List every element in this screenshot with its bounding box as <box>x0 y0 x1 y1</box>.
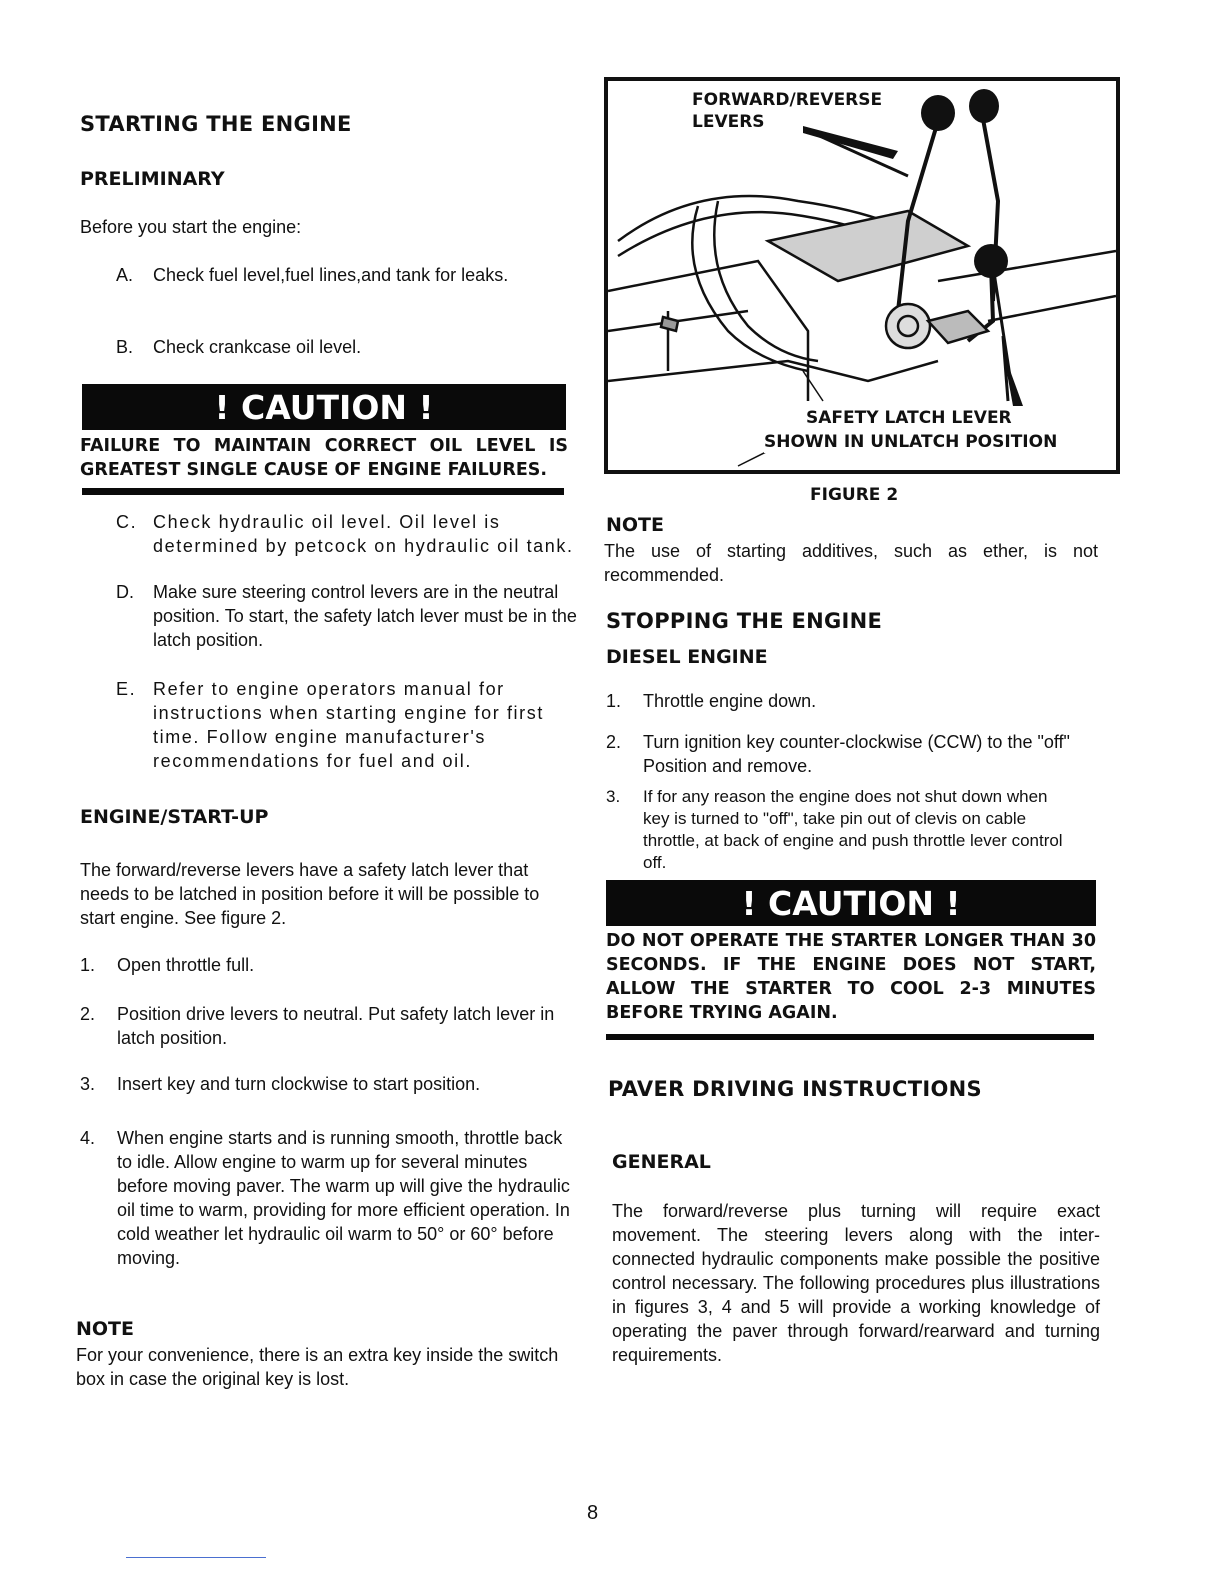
step-label: 1. <box>606 691 622 711</box>
list-label: E. <box>116 679 137 699</box>
heading-engine-startup: ENGINE/START-UP <box>80 806 269 828</box>
list-item-a <box>116 263 576 287</box>
step-1 <box>80 953 570 977</box>
list-text: Check hydraulic oil level. Oil level is determined by petcock on hydraulic oil tank. <box>153 512 574 556</box>
heading-note-left: NOTE <box>76 1318 134 1340</box>
note-text-left: For your convenience, there is an extra key inside the switch box in case the original key is lost. <box>76 1345 559 1389</box>
step-text: Turn ignition key counter-clockwise (CCW) to the "off" Position and remove. <box>643 732 1070 776</box>
caution-label: ! CAUTION ! <box>214 388 434 427</box>
list-item-c <box>116 510 578 558</box>
footer-line <box>126 1557 266 1558</box>
heading-preliminary: PRELIMINARY <box>80 168 225 190</box>
step-3 <box>80 1072 570 1096</box>
figure-callout-levers: FORWARD/REVERSE LEVERS <box>692 90 883 132</box>
step-label: 2. <box>606 732 622 752</box>
figure-callout-latch-2: SHOWN IN UNLATCH POSITION <box>764 432 1058 452</box>
list-label: B. <box>116 337 134 357</box>
step-label: 2. <box>80 1004 96 1024</box>
section-title-stopping-engine: STOPPING THE ENGINE <box>606 609 883 633</box>
stop-step-3 <box>606 786 1066 874</box>
heading-general: GENERAL <box>612 1151 711 1173</box>
caution-text-right: DO NOT OPERATE THE STARTER LONGER THAN 30 SECONDS. IF THE ENGINE DOES NOT START, ALLOW THE STARTER TO COOL 2-3 MINUTES BEFORE TRYING AGAIN. <box>606 931 1096 1023</box>
heading-diesel-engine: DIESEL ENGINE <box>606 646 768 668</box>
startup-text: The forward/reverse levers have a safety latch lever that needs to be latched in position before it will be possible to start engine. See figure 2. <box>80 860 540 928</box>
list-text: Check fuel level,fuel lines,and tank for leaks. <box>153 265 509 285</box>
figure-caption: FIGURE 2 <box>810 485 899 505</box>
step-text: Throttle engine down. <box>643 691 817 711</box>
heading-note-right: NOTE <box>606 514 664 536</box>
note-text-right: The use of starting additives, such as ether, is not recommended. <box>604 541 1098 585</box>
list-text: Check crankcase oil level. <box>153 337 362 357</box>
caution-label: ! CAUTION ! <box>741 884 961 923</box>
figure-2-box <box>604 77 1120 474</box>
stop-step-1 <box>606 689 1096 713</box>
caution-rule-right <box>606 1034 1094 1040</box>
step-text: Open throttle full. <box>117 955 255 975</box>
step-label: 3. <box>80 1074 96 1094</box>
step-text: Insert key and turn clockwise to start position. <box>117 1074 481 1094</box>
general-text: The forward/reverse plus turning will require exact movement. The steering levers along with the inter-connected hydraulic components make possible the positive control necessary. The following procedures plus illustrations in figures 3, 4 and 5 will provide a working knowledge of operating the paver through forward/rearward and turning requirements. <box>612 1201 1100 1365</box>
section-title-paver-driving: PAVER DRIVING INSTRUCTIONS <box>608 1077 982 1101</box>
step-text: When engine starts and is running smooth, throttle back to idle. Allow engine to warm up for several minutes before moving paver. The warm up will give the hydraulic oil time to warm, providing for more efficient operation. In cold weather let hydraulic oil warm to 50° or 60° before moving. <box>117 1128 570 1268</box>
step-label: 1. <box>80 955 96 975</box>
caution-rule <box>82 488 564 495</box>
list-text: Make sure steering control levers are in the neutral position. To start, the safety latch lever must be in the latch position. <box>153 582 577 650</box>
intro-text: Before you start the engine: <box>80 217 302 237</box>
list-item-b <box>116 335 576 359</box>
step-2 <box>80 1002 570 1050</box>
figure-callout-latch-1: SAFETY LATCH LEVER <box>806 408 1012 428</box>
list-label: A. <box>116 265 134 285</box>
section-title-starting-engine: STARTING THE ENGINE <box>80 112 352 136</box>
list-text: Refer to engine operators manual for instructions when starting engine for first time. Follow engine manufacturer's recommendations for fuel and oil. <box>153 679 544 771</box>
caution-banner-right <box>606 880 1096 926</box>
step-label: 3. <box>606 787 621 806</box>
list-item-e <box>116 677 578 773</box>
step-text: If for any reason the engine does not shut down when key is turned to "off", take pin out of clevis on cable throttle, at back of engine and push throttle lever control off. <box>643 787 1063 872</box>
caution-banner <box>82 384 566 430</box>
step-text: Position drive levers to neutral. Put safety latch lever in latch position. <box>117 1004 555 1048</box>
list-label: D. <box>116 582 134 602</box>
stop-step-2 <box>606 730 1096 778</box>
step-label: 4. <box>80 1128 96 1148</box>
caution-text: FAILURE TO MAINTAIN CORRECT OIL LEVEL IS GREATEST SINGLE CAUSE OF ENGINE FAILURES. <box>80 436 568 480</box>
list-label: C. <box>116 512 138 532</box>
page-number: 8 <box>587 1502 599 1524</box>
step-4 <box>80 1126 570 1270</box>
list-item-d <box>116 580 578 652</box>
